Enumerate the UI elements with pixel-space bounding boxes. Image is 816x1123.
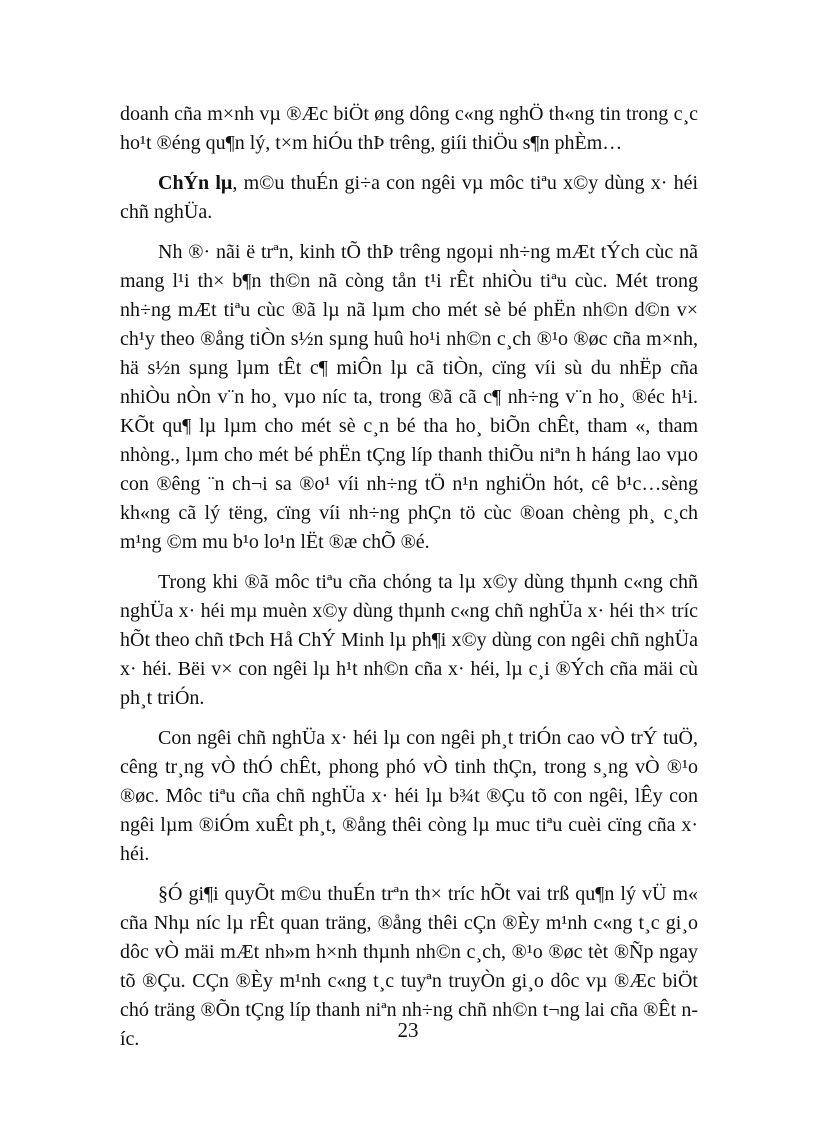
paragraph-1	[120, 100, 698, 158]
page-number: 23	[397, 1018, 419, 1042]
paragraph-3	[120, 238, 698, 557]
paragraph-5	[120, 724, 698, 869]
paragraph-2-text: , m©u thuÉn gi÷a con ngêi vµ môc tiªu x©y dùng x· héi chñ nghÜa.	[120, 172, 698, 223]
paragraph-4	[120, 568, 698, 713]
paragraph-5-text: Con ngêi chñ nghÜa x· héi lµ con ngêi ph¸t triÓn cao vÒ trÝ tuÖ, cêng tr¸ng vÒ thÓ chÊt, phong phó vÒ tinh thÇn, trong s¸ng vÒ ®¹o ®øc. Môc tiªu cña chñ nghÜa x· héi lµ b¾t ®Çu tõ con ngêi, lÊy con ngêi lµm ®iÓm xuÊt ph¸t, ®ång thêi còng lµ muc tiªu cuèi cïng cña x· héi.	[120, 727, 698, 865]
paragraph-6-text: §Ó gi¶i quyÕt m©u thuÉn trªn th× tríc hÕt vai trß qu¶n lý vÜ m« cña Nhµ níc lµ rÊt quan träng, ®ång thêi cÇn ®Èy m¹nh c«ng t¸c gi¸o dôc vÒ mäi mÆt nh»m h×nh thµnh nh©n c¸ch, ®¹o ®øc tèt ®Ñp ngay tõ ®Çu. CÇn ®Èy m¹nh c«ng t¸c tuyªn truyÒn gi¸o dôc vµ ®Æc biÖt chó träng ®Õn tÇng líp thanh niªn nh÷ng chñ nh©n t¬ng lai cña ®Êt níc.	[120, 883, 698, 1050]
page-body	[120, 100, 698, 1065]
paragraph-4-text: Trong khi ®ã môc tiªu cña chóng ta lµ x©y dùng thµnh c«ng chñ nghÜa x· héi mµ muèn x©y dùng thµnh c«ng chñ nghÜa x· héi th× tríc hÕt theo chñ tÞch Hå ChÝ Minh lµ ph¶i x©y dùng con ngêi chñ nghÜa x· héi. Bëi v× con ngêi lµ h¹t nh©n cña x· héi, lµ c¸i ®Ých cña mäi cù ph¸t triÓn.	[120, 571, 698, 709]
paragraph-2-lead: ChÝn lµ	[158, 172, 233, 194]
paragraph-3-text: Nh ®· nãi ë trªn, kinh tÕ thÞ trêng ngoµi nh÷ng mÆt tÝch cùc nã mang l¹i th× b¶n th©n nã còng tån t¹i rÊt nhiÒu tiªu cùc. Mét trong nh÷ng mÆt tiªu cùc ®ã lµ nã lµm cho mét sè bé phËn nh©n d©n v× ch¹y theo ®ång tiÒn s½n sµng huû ho¹i nh©n c¸ch ®¹o ®øc cña m×nh, hä s½n sµng lµm tÊt c¶ miÔn lµ cã tiÒn, cïng víi sù du nhËp cña nhiÒu nÒn v¨n ho¸ vµo níc ta, trong ®ã cã c¶ nh÷ng v¨n ho¸ ®éc h¹i. KÕt qu¶ lµ lµm cho mét sè c¸n bé tha ho¸ biÕn chÊt, tham «, tham nhòng., lµm cho mét bé phËn tÇng líp thanh thiÕu niªn h háng lao vµo con ®êng ¨n ch¬i sa ®o¹ víi nh÷ng tÖ n¹n nghiÖn hót, cê b¹c…sèng kh«ng cã lý tëng, cïng víi nh÷ng phÇn tö cùc ®oan chèng ph¸ c¸ch m¹ng ©m mu b¹o lo¹n lËt ®æ chÕ ®é.	[120, 241, 698, 553]
paragraph-1-text: doanh cña m×nh vµ ®Æc biÖt øng dông c«ng nghÖ th«ng tin trong c¸c ho¹t ®éng qu¶n lý, t×m hiÓu thÞ trêng, giíi thiÖu s¶n phÈm…	[120, 103, 698, 154]
paragraph-2	[120, 169, 698, 227]
